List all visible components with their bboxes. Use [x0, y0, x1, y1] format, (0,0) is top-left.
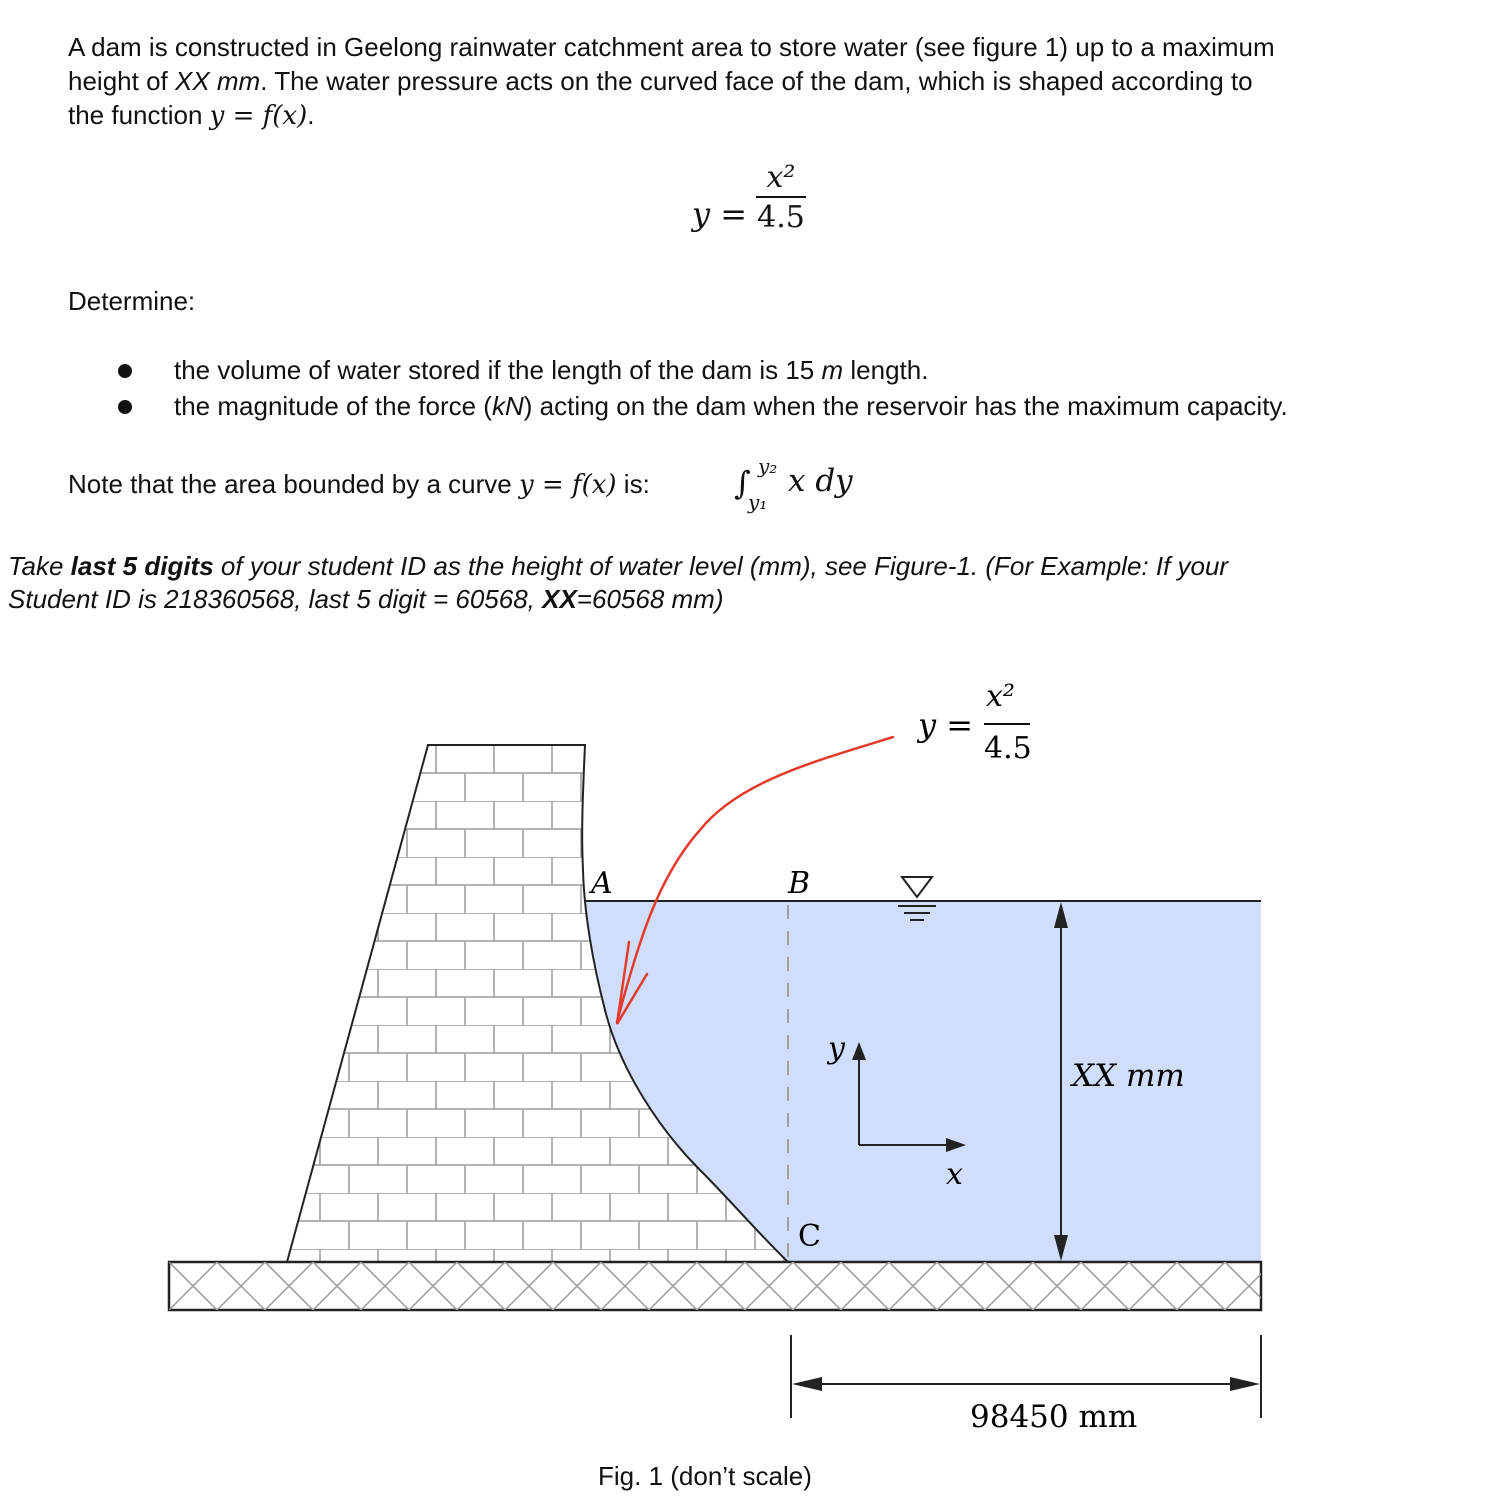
note-text: Note that the area bounded by a curve	[68, 469, 519, 499]
intro-line-1: A dam is constructed in Geelong rainwater catchment area to store water (see figure 1) up to a maximum	[68, 32, 1275, 62]
take-text: Student ID is 218360568, last 5 digit = 60568,	[8, 584, 543, 614]
label-b: B	[788, 866, 811, 901]
intro-xx-mm: XX mm	[174, 66, 261, 96]
figure-eq-lhs: y =	[918, 706, 974, 744]
item-text: length.	[843, 355, 929, 385]
intro-text: the function	[68, 100, 210, 130]
height-label: XX mm	[1072, 1058, 1185, 1094]
intro-text: height of	[68, 66, 175, 96]
width-label: 98450 mm	[970, 1399, 1138, 1435]
label-c: C	[798, 1219, 821, 1254]
item-text: the magnitude of the force (	[174, 391, 492, 421]
equation-lhs: y =	[692, 195, 748, 233]
ground	[169, 1262, 1261, 1310]
take-text: of your student ID as the height of water level (mm), see Figure-1. (For Example: If your	[213, 551, 1229, 581]
figure-eq-denominator: 4.5	[984, 731, 1032, 766]
item-unit: m	[821, 355, 844, 385]
label-a: A	[591, 866, 613, 901]
item-text: ) acting on the dam when the reservoir has the maximum capacity.	[523, 391, 1288, 421]
axis-y-label: y	[828, 1031, 845, 1066]
item-unit: kN	[491, 391, 524, 421]
axis-x-label: x	[946, 1157, 963, 1192]
take-bold: XX	[542, 584, 577, 614]
note-curve: y = f(x)	[518, 470, 617, 500]
take-text: =60568 mm)	[576, 584, 724, 614]
note-text: is:	[616, 469, 650, 499]
determine-heading: Determine:	[68, 286, 196, 316]
note-lower-limit: y₁	[748, 490, 768, 514]
figure-caption: Fig. 1 (don’t scale)	[598, 1461, 812, 1491]
equation-numerator: x²	[766, 160, 796, 195]
figure-eq-numerator: x²	[986, 679, 1015, 714]
take-bold: last 5 digits	[70, 551, 214, 581]
note-integrand: x dy	[788, 463, 853, 499]
intro-text: .	[307, 100, 315, 130]
intro-function: y = f(x)	[209, 101, 308, 131]
note-upper-limit: y₂	[758, 454, 778, 478]
intro-text: . The water pressure acts on the curved face of the dam, which is shaped according to	[260, 66, 1253, 96]
item-text: the volume of water stored if the length of the dam is 15	[174, 355, 822, 385]
equation-denominator: 4.5	[757, 200, 805, 235]
take-text: Take	[8, 551, 71, 581]
note-integral-sign: ∫	[734, 464, 751, 502]
